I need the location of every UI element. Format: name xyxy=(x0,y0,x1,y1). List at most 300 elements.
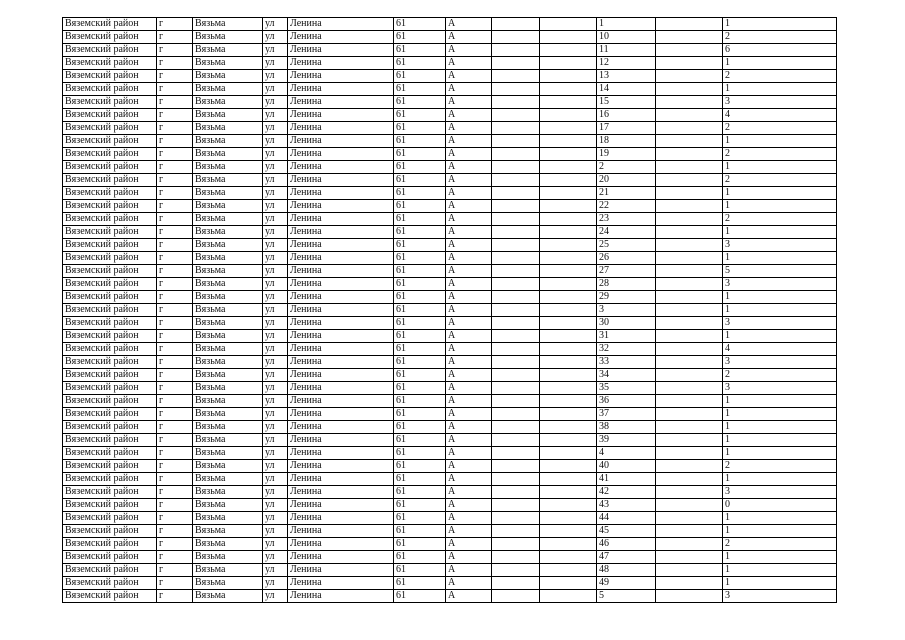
cell-count: 1 xyxy=(723,252,837,265)
cell-district: Вяземский район xyxy=(63,174,157,187)
cell-empty xyxy=(492,408,540,421)
cell-empty xyxy=(656,551,723,564)
cell-district: Вяземский район xyxy=(63,486,157,499)
cell-apartment: 49 xyxy=(597,577,656,590)
cell-count: 1 xyxy=(723,330,837,343)
cell-street-type: ул xyxy=(263,44,288,57)
cell-settlement: Вязьма xyxy=(193,226,263,239)
cell-settlement-type: г xyxy=(157,590,193,603)
table-row xyxy=(63,512,837,525)
cell-building: А xyxy=(446,369,492,382)
cell-building: А xyxy=(446,434,492,447)
cell-house: 61 xyxy=(394,252,446,265)
cell-count: 1 xyxy=(723,447,837,460)
cell-empty xyxy=(656,434,723,447)
cell-empty xyxy=(656,395,723,408)
cell-street: Ленина xyxy=(288,564,394,577)
cell-building: А xyxy=(446,343,492,356)
table-row xyxy=(63,148,837,161)
cell-empty xyxy=(540,148,597,161)
cell-settlement: Вязьма xyxy=(193,421,263,434)
cell-settlement-type: г xyxy=(157,83,193,96)
cell-empty xyxy=(492,122,540,135)
cell-street: Ленина xyxy=(288,408,394,421)
cell-district: Вяземский район xyxy=(63,31,157,44)
cell-count: 1 xyxy=(723,551,837,564)
cell-house: 61 xyxy=(394,200,446,213)
cell-building: А xyxy=(446,525,492,538)
cell-apartment: 18 xyxy=(597,135,656,148)
cell-street: Ленина xyxy=(288,187,394,200)
cell-street: Ленина xyxy=(288,70,394,83)
cell-empty xyxy=(492,44,540,57)
cell-district: Вяземский район xyxy=(63,252,157,265)
cell-apartment: 41 xyxy=(597,473,656,486)
cell-settlement: Вязьма xyxy=(193,473,263,486)
cell-settlement-type: г xyxy=(157,18,193,31)
table-row xyxy=(63,330,837,343)
cell-street-type: ул xyxy=(263,590,288,603)
cell-building: А xyxy=(446,174,492,187)
cell-house: 61 xyxy=(394,161,446,174)
cell-house: 61 xyxy=(394,70,446,83)
cell-building: А xyxy=(446,31,492,44)
cell-count: 1 xyxy=(723,57,837,70)
cell-empty xyxy=(540,538,597,551)
cell-settlement-type: г xyxy=(157,96,193,109)
cell-apartment: 20 xyxy=(597,174,656,187)
cell-empty xyxy=(656,473,723,486)
cell-apartment: 40 xyxy=(597,460,656,473)
cell-apartment: 48 xyxy=(597,564,656,577)
cell-house: 61 xyxy=(394,408,446,421)
cell-street-type: ул xyxy=(263,278,288,291)
cell-settlement-type: г xyxy=(157,460,193,473)
cell-empty xyxy=(540,304,597,317)
cell-street: Ленина xyxy=(288,317,394,330)
cell-district: Вяземский район xyxy=(63,369,157,382)
table-row xyxy=(63,96,837,109)
cell-settlement: Вязьма xyxy=(193,96,263,109)
cell-street-type: ул xyxy=(263,31,288,44)
cell-count: 3 xyxy=(723,317,837,330)
cell-building: А xyxy=(446,460,492,473)
cell-apartment: 17 xyxy=(597,122,656,135)
cell-street: Ленина xyxy=(288,31,394,44)
table-row xyxy=(63,421,837,434)
cell-settlement-type: г xyxy=(157,148,193,161)
cell-street: Ленина xyxy=(288,447,394,460)
cell-empty xyxy=(540,577,597,590)
cell-empty xyxy=(492,83,540,96)
cell-apartment: 1 xyxy=(597,18,656,31)
cell-empty xyxy=(540,564,597,577)
table-row xyxy=(63,460,837,473)
cell-street: Ленина xyxy=(288,486,394,499)
cell-building: А xyxy=(446,278,492,291)
cell-count: 1 xyxy=(723,395,837,408)
cell-district: Вяземский район xyxy=(63,343,157,356)
cell-empty xyxy=(540,174,597,187)
cell-house: 61 xyxy=(394,278,446,291)
cell-count: 2 xyxy=(723,148,837,161)
cell-empty xyxy=(492,213,540,226)
cell-street: Ленина xyxy=(288,122,394,135)
cell-building: А xyxy=(446,161,492,174)
cell-empty xyxy=(492,473,540,486)
cell-apartment: 45 xyxy=(597,525,656,538)
cell-street-type: ул xyxy=(263,122,288,135)
cell-empty xyxy=(656,135,723,148)
table-row xyxy=(63,44,837,57)
cell-street: Ленина xyxy=(288,590,394,603)
cell-empty xyxy=(492,590,540,603)
cell-district: Вяземский район xyxy=(63,70,157,83)
cell-building: А xyxy=(446,317,492,330)
cell-building: А xyxy=(446,447,492,460)
cell-apartment: 2 xyxy=(597,161,656,174)
cell-street: Ленина xyxy=(288,382,394,395)
table-row xyxy=(63,57,837,70)
cell-empty xyxy=(656,408,723,421)
cell-empty xyxy=(540,278,597,291)
cell-settlement-type: г xyxy=(157,512,193,525)
cell-empty xyxy=(492,551,540,564)
cell-house: 61 xyxy=(394,551,446,564)
cell-empty xyxy=(656,499,723,512)
cell-settlement-type: г xyxy=(157,408,193,421)
cell-apartment: 3 xyxy=(597,304,656,317)
table-row xyxy=(63,525,837,538)
table-row xyxy=(63,369,837,382)
cell-district: Вяземский район xyxy=(63,473,157,486)
cell-house: 61 xyxy=(394,239,446,252)
cell-house: 61 xyxy=(394,135,446,148)
cell-empty xyxy=(492,57,540,70)
cell-empty xyxy=(540,512,597,525)
cell-settlement-type: г xyxy=(157,200,193,213)
cell-house: 61 xyxy=(394,83,446,96)
cell-house: 61 xyxy=(394,577,446,590)
cell-settlement-type: г xyxy=(157,382,193,395)
cell-empty xyxy=(656,304,723,317)
table-row xyxy=(63,291,837,304)
cell-empty xyxy=(492,525,540,538)
cell-empty xyxy=(540,551,597,564)
cell-street: Ленина xyxy=(288,135,394,148)
cell-settlement: Вязьма xyxy=(193,122,263,135)
cell-house: 61 xyxy=(394,447,446,460)
cell-empty xyxy=(656,174,723,187)
cell-empty xyxy=(656,421,723,434)
cell-empty xyxy=(540,83,597,96)
cell-district: Вяземский район xyxy=(63,577,157,590)
cell-street-type: ул xyxy=(263,525,288,538)
cell-settlement: Вязьма xyxy=(193,83,263,96)
cell-empty xyxy=(656,161,723,174)
cell-building: А xyxy=(446,408,492,421)
cell-count: 2 xyxy=(723,460,837,473)
cell-empty xyxy=(540,330,597,343)
cell-street: Ленина xyxy=(288,304,394,317)
cell-street: Ленина xyxy=(288,18,394,31)
cell-empty xyxy=(656,239,723,252)
cell-house: 61 xyxy=(394,213,446,226)
cell-district: Вяземский район xyxy=(63,109,157,122)
cell-settlement-type: г xyxy=(157,421,193,434)
cell-house: 61 xyxy=(394,499,446,512)
cell-empty xyxy=(540,421,597,434)
cell-street: Ленина xyxy=(288,551,394,564)
cell-street-type: ул xyxy=(263,200,288,213)
table-row xyxy=(63,83,837,96)
cell-count: 2 xyxy=(723,31,837,44)
cell-house: 61 xyxy=(394,525,446,538)
cell-count: 3 xyxy=(723,382,837,395)
cell-empty xyxy=(540,408,597,421)
cell-settlement: Вязьма xyxy=(193,18,263,31)
cell-apartment: 14 xyxy=(597,83,656,96)
cell-empty xyxy=(656,291,723,304)
cell-street: Ленина xyxy=(288,44,394,57)
cell-empty xyxy=(492,434,540,447)
cell-street-type: ул xyxy=(263,486,288,499)
cell-district: Вяземский район xyxy=(63,551,157,564)
cell-empty xyxy=(656,122,723,135)
cell-street: Ленина xyxy=(288,161,394,174)
cell-apartment: 47 xyxy=(597,551,656,564)
cell-settlement-type: г xyxy=(157,174,193,187)
cell-house: 61 xyxy=(394,148,446,161)
cell-empty xyxy=(540,291,597,304)
cell-building: А xyxy=(446,590,492,603)
cell-street-type: ул xyxy=(263,96,288,109)
cell-house: 61 xyxy=(394,44,446,57)
cell-house: 61 xyxy=(394,109,446,122)
cell-street-type: ул xyxy=(263,18,288,31)
cell-house: 61 xyxy=(394,434,446,447)
cell-street-type: ул xyxy=(263,395,288,408)
cell-empty xyxy=(656,44,723,57)
cell-district: Вяземский район xyxy=(63,239,157,252)
cell-street: Ленина xyxy=(288,57,394,70)
cell-street-type: ул xyxy=(263,512,288,525)
cell-empty xyxy=(540,356,597,369)
cell-empty xyxy=(492,226,540,239)
cell-empty xyxy=(492,278,540,291)
cell-empty xyxy=(656,213,723,226)
cell-empty xyxy=(540,213,597,226)
cell-apartment: 4 xyxy=(597,447,656,460)
cell-district: Вяземский район xyxy=(63,590,157,603)
cell-apartment: 46 xyxy=(597,538,656,551)
cell-street-type: ул xyxy=(263,252,288,265)
cell-count: 2 xyxy=(723,369,837,382)
cell-count: 1 xyxy=(723,226,837,239)
cell-district: Вяземский район xyxy=(63,122,157,135)
cell-empty xyxy=(540,317,597,330)
table-row xyxy=(63,18,837,31)
cell-street-type: ул xyxy=(263,577,288,590)
cell-empty xyxy=(492,18,540,31)
cell-empty xyxy=(492,317,540,330)
cell-street-type: ул xyxy=(263,356,288,369)
cell-settlement-type: г xyxy=(157,473,193,486)
cell-settlement: Вязьма xyxy=(193,187,263,200)
cell-settlement: Вязьма xyxy=(193,330,263,343)
cell-settlement: Вязьма xyxy=(193,317,263,330)
cell-count: 4 xyxy=(723,343,837,356)
cell-empty xyxy=(540,200,597,213)
cell-street-type: ул xyxy=(263,499,288,512)
cell-street-type: ул xyxy=(263,161,288,174)
cell-settlement: Вязьма xyxy=(193,382,263,395)
cell-district: Вяземский район xyxy=(63,161,157,174)
cell-settlement: Вязьма xyxy=(193,57,263,70)
cell-empty xyxy=(656,343,723,356)
cell-count: 3 xyxy=(723,486,837,499)
cell-building: А xyxy=(446,57,492,70)
cell-count: 3 xyxy=(723,278,837,291)
cell-street-type: ул xyxy=(263,187,288,200)
cell-district: Вяземский район xyxy=(63,44,157,57)
table-row xyxy=(63,551,837,564)
cell-house: 61 xyxy=(394,122,446,135)
cell-settlement-type: г xyxy=(157,564,193,577)
cell-empty xyxy=(656,525,723,538)
cell-apartment: 43 xyxy=(597,499,656,512)
cell-settlement-type: г xyxy=(157,486,193,499)
cell-apartment: 24 xyxy=(597,226,656,239)
cell-street: Ленина xyxy=(288,512,394,525)
cell-settlement-type: г xyxy=(157,395,193,408)
cell-empty xyxy=(656,447,723,460)
table-row xyxy=(63,434,837,447)
cell-empty xyxy=(656,70,723,83)
cell-district: Вяземский район xyxy=(63,148,157,161)
cell-empty xyxy=(656,148,723,161)
cell-empty xyxy=(540,486,597,499)
cell-building: А xyxy=(446,291,492,304)
table-row xyxy=(63,109,837,122)
cell-empty xyxy=(492,577,540,590)
cell-house: 61 xyxy=(394,304,446,317)
cell-settlement-type: г xyxy=(157,525,193,538)
cell-street: Ленина xyxy=(288,460,394,473)
cell-empty xyxy=(492,486,540,499)
cell-district: Вяземский район xyxy=(63,356,157,369)
table-row xyxy=(63,213,837,226)
cell-empty xyxy=(492,356,540,369)
cell-building: А xyxy=(446,265,492,278)
cell-empty xyxy=(656,57,723,70)
cell-house: 61 xyxy=(394,538,446,551)
cell-district: Вяземский район xyxy=(63,200,157,213)
table-row xyxy=(63,174,837,187)
cell-count: 1 xyxy=(723,525,837,538)
cell-house: 61 xyxy=(394,174,446,187)
cell-building: А xyxy=(446,551,492,564)
cell-settlement: Вязьма xyxy=(193,408,263,421)
cell-settlement-type: г xyxy=(157,252,193,265)
cell-empty xyxy=(492,330,540,343)
cell-empty xyxy=(540,109,597,122)
cell-count: 3 xyxy=(723,96,837,109)
cell-district: Вяземский район xyxy=(63,499,157,512)
cell-street: Ленина xyxy=(288,109,394,122)
table-row xyxy=(63,135,837,148)
cell-district: Вяземский район xyxy=(63,421,157,434)
cell-count: 2 xyxy=(723,174,837,187)
cell-empty xyxy=(492,31,540,44)
table-row xyxy=(63,590,837,603)
cell-district: Вяземский район xyxy=(63,226,157,239)
cell-empty xyxy=(540,434,597,447)
cell-count: 1 xyxy=(723,83,837,96)
cell-street-type: ул xyxy=(263,148,288,161)
cell-building: А xyxy=(446,18,492,31)
cell-street-type: ул xyxy=(263,317,288,330)
cell-empty xyxy=(656,200,723,213)
cell-apartment: 16 xyxy=(597,109,656,122)
cell-count: 4 xyxy=(723,109,837,122)
cell-apartment: 10 xyxy=(597,31,656,44)
cell-count: 1 xyxy=(723,421,837,434)
cell-settlement-type: г xyxy=(157,577,193,590)
cell-settlement-type: г xyxy=(157,317,193,330)
cell-street: Ленина xyxy=(288,330,394,343)
cell-house: 61 xyxy=(394,226,446,239)
cell-empty xyxy=(492,291,540,304)
cell-empty xyxy=(492,109,540,122)
cell-settlement-type: г xyxy=(157,31,193,44)
cell-count: 1 xyxy=(723,434,837,447)
cell-building: А xyxy=(446,395,492,408)
cell-settlement: Вязьма xyxy=(193,356,263,369)
cell-empty xyxy=(492,70,540,83)
cell-apartment: 33 xyxy=(597,356,656,369)
cell-district: Вяземский район xyxy=(63,187,157,200)
cell-district: Вяземский район xyxy=(63,304,157,317)
table-row xyxy=(63,252,837,265)
cell-apartment: 34 xyxy=(597,369,656,382)
cell-building: А xyxy=(446,148,492,161)
cell-settlement: Вязьма xyxy=(193,525,263,538)
cell-building: А xyxy=(446,44,492,57)
cell-house: 61 xyxy=(394,57,446,70)
cell-building: А xyxy=(446,304,492,317)
cell-count: 6 xyxy=(723,44,837,57)
cell-street: Ленина xyxy=(288,83,394,96)
cell-empty xyxy=(492,512,540,525)
cell-settlement-type: г xyxy=(157,330,193,343)
cell-settlement: Вязьма xyxy=(193,291,263,304)
cell-house: 61 xyxy=(394,486,446,499)
cell-count: 1 xyxy=(723,408,837,421)
cell-count: 1 xyxy=(723,577,837,590)
cell-house: 61 xyxy=(394,96,446,109)
cell-building: А xyxy=(446,473,492,486)
cell-empty xyxy=(492,538,540,551)
cell-settlement-type: г xyxy=(157,213,193,226)
cell-street-type: ул xyxy=(263,174,288,187)
table-row xyxy=(63,564,837,577)
table-row xyxy=(63,187,837,200)
cell-apartment: 27 xyxy=(597,265,656,278)
cell-street-type: ул xyxy=(263,70,288,83)
cell-settlement: Вязьма xyxy=(193,213,263,226)
cell-settlement: Вязьма xyxy=(193,70,263,83)
